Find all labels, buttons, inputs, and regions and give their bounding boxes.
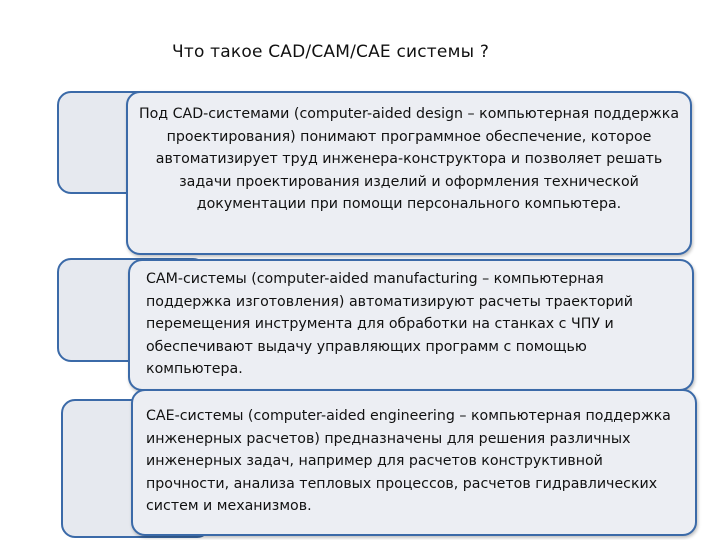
cad-term: Под CAD-системами (computer-aided design – компьютерная поддержка: [138, 106, 680, 122]
cam-definition-card: [128, 259, 694, 391]
cae-term: CAE-системы (computer-aided engineering – компьютерная поддержка: [146, 408, 671, 424]
cam-description: ) автоматизируют расчеты траекторий перемещения инструмента для обработки на станках с ЧПУ и обеспечивают выдачу управляющих программ с помощью компьютера.: [146, 293, 633, 378]
cam-definition-text: [146, 268, 684, 381]
cae-definition-card: [131, 389, 697, 536]
cad-definition-text: [136, 103, 682, 216]
cam-term: CAM-системы (computer-aided manufacturing – компьютерная поддержка изготовления: [146, 271, 604, 310]
cad-description: проектирования) понимают программное обеспечение, которое автоматизирует труд инженера-конструктора и позволяет решать задачи проектирования изделий и оформления технической документации при помощи персонального компьютера.: [155, 128, 663, 213]
cae-definition-text: [146, 405, 687, 518]
cae-description: инженерных расчетов) предназначены для решения различных инженерных задач, например для расчетов конструктивной прочности, анализа тепловых процессов, расчетов гидравлических систем и механизмов.: [146, 430, 658, 515]
cad-definition-card: [126, 91, 692, 255]
slide-title: Что такое CAD/CAM/CAE системы ?: [172, 42, 490, 62]
